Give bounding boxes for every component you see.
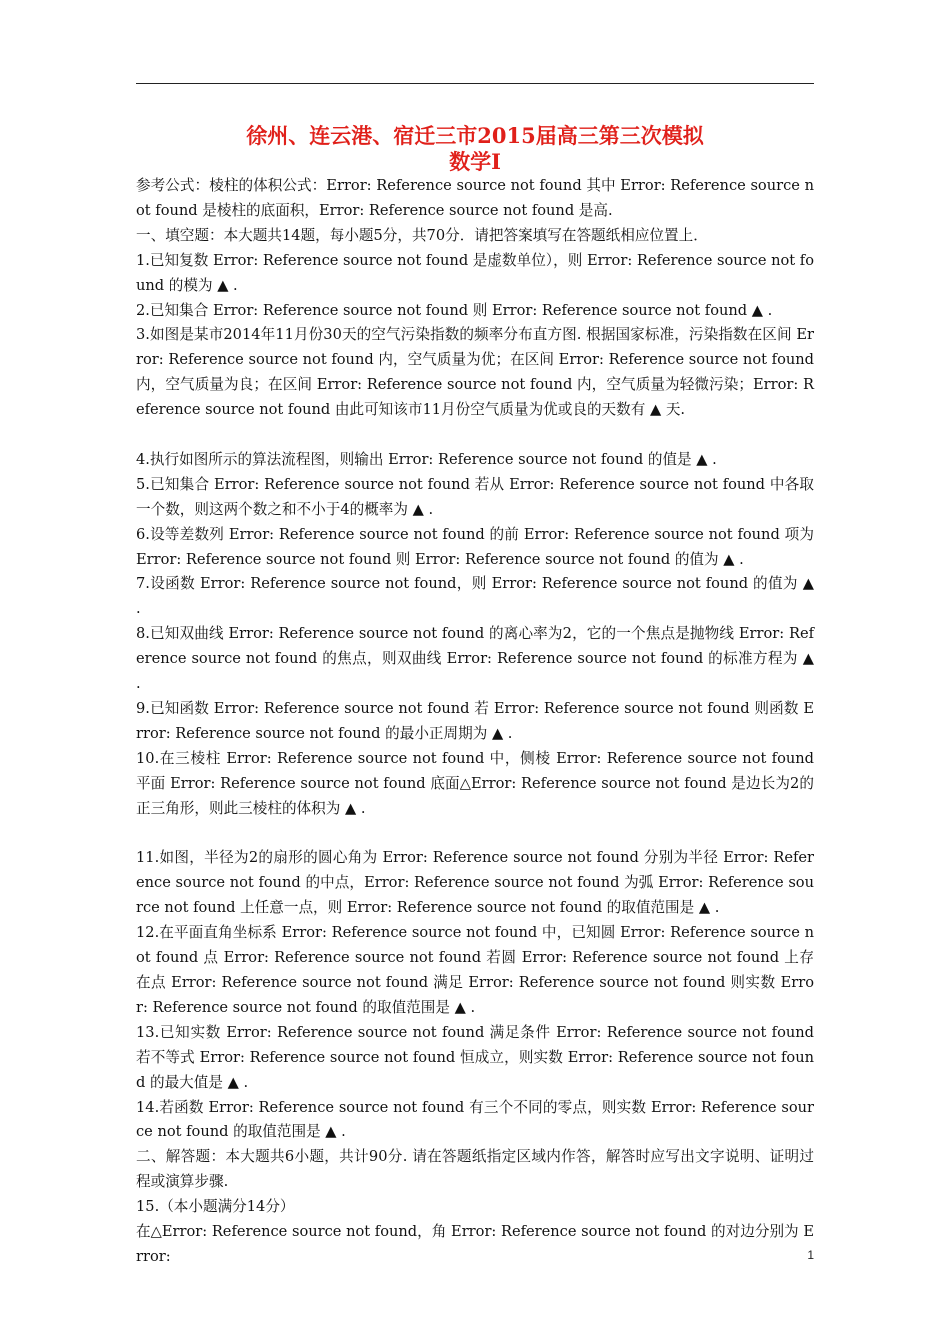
question-2: 2.已知集合 Error: Reference source not found 则 Error: Reference source not found ▲ .	[136, 301, 773, 319]
question-3: 3.如图是某市2014年11月份30天的空气污染指数的频率分布直方图. 根据国家标准，污染指数在区间 Error: Reference source not found 内，空气质量为优；在区间 Error: Reference source not found 内，空气质量为良；在区间 Error: Reference source not found 内，空气质量为轻微污染；Error: Reference source not found 由此可知该市11月份空气质量为优或良的天数有 ▲ 天.	[136, 326, 814, 419]
question-15-header: 15.（本小题满分14分）	[136, 1198, 295, 1216]
blank-line	[136, 423, 814, 448]
question-12: 12.在平面直角坐标系 Error: Reference source not found 中，已知圆 Error: Reference source not found 点 Error: Reference source not found 若圆 Error: Reference source not found 上存在点 Error: Reference source not found 满足 Error: Reference source not found 则实数 Error: Reference source not found 的取值范围是 ▲ .	[136, 924, 814, 1016]
question-11: 11.如图，半径为2的扇形的圆心角为 Error: Reference source not found 分别为半径 Error: Reference source not found 的中点，Error: Reference source not found 为弧 Error: Reference source not found 上任意一点，则 Error: Reference source not found 的取值范围是 ▲ .	[136, 849, 814, 917]
exam-subject: 数学Ⅰ	[449, 149, 501, 174]
question-1: 1.已知复数 Error: Reference source not found 是虚数单位），则 Error: Reference source not found 的模为 ▲ .	[136, 251, 814, 294]
question-6: 6.设等差数列 Error: Reference source not found 的前 Error: Reference source not found 项为 Error: Reference source not found 则 Error: Reference source not found 的值为 ▲ .	[136, 525, 814, 568]
question-9: 9.已知函数 Error: Reference source not found 若 Error: Reference source not found 则函数 Error: Reference source not found 的最小正周期为 ▲ .	[136, 700, 814, 742]
question-5: 5.已知集合 Error: Reference source not found 若从 Error: Reference source not found 中各取一个数，则这两个数之和不小于4的概率为 ▲ .	[136, 475, 814, 518]
question-8: 8.已知双曲线 Error: Reference source not found 的离心率为2，它的一个焦点是抛物线 Error: Reference source not found 的焦点，则双曲线 Error: Reference source not found 的标准方程为 ▲ .	[136, 625, 814, 693]
blank-line	[136, 822, 814, 847]
section-solution-heading: 二、解答题：本大题共6小题，共计90分. 请在答题纸指定区域内作答，解答时应写出文字说明、证明过程或演算步骤.	[136, 1148, 814, 1191]
question-14: 14.若函数 Error: Reference source not found 有三个不同的零点，则实数 Error: Reference source not found 的取值范围是 ▲ .	[136, 1098, 814, 1141]
formula-note: 参考公式：棱柱的体积公式：Error: Reference source not found 其中 Error: Reference source not found 是棱柱的底面积，Error: Reference source not found 是高.	[136, 177, 814, 219]
page-number: 1	[807, 1248, 814, 1262]
question-7: 7.设函数 Error: Reference source not found，则 Error: Reference source not found 的值为 ▲ .	[136, 575, 814, 618]
question-10: 10.在三棱柱 Error: Reference source not found 中，侧棱 Error: Reference source not found 平面 Error: Reference source not found 底面△Error: Reference source not found 是边长为2的正三角形，则此三棱柱的体积为 ▲ .	[136, 749, 814, 817]
question-15-text: 在△Error: Reference source not found，角 Error: Reference source not found 的对边分别为 Error:	[136, 1223, 814, 1265]
exam-title: 徐州、连云港、宿迁三市2015届高三第三次模拟	[246, 123, 704, 148]
question-13: 13.已知实数 Error: Reference source not found 满足条件 Error: Reference source not found 若不等式 Error: Reference source not found 恒成立，则实数 Error: Reference source not found 的最大值是 ▲ .	[136, 1023, 814, 1091]
document-body	[136, 174, 814, 1270]
question-4: 4.执行如图所示的算法流程图，则输出 Error: Reference source not found 的值是 ▲ .	[136, 450, 717, 468]
section-fill-blank-heading: 一、填空题：本大题共14题，每小题5分，共70分．请把答案填写在答题纸相应位置上．	[136, 226, 708, 244]
header-rule	[136, 83, 814, 84]
